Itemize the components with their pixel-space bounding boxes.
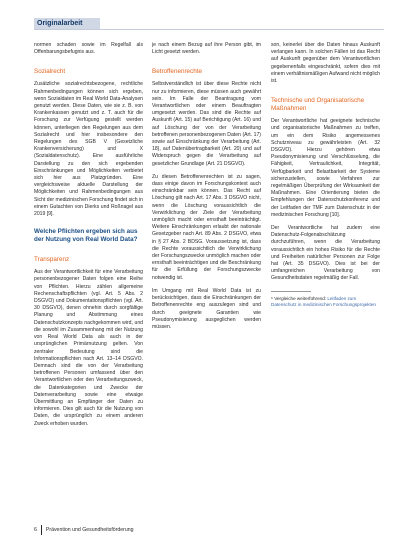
section-tag: Originalarbeit bbox=[34, 18, 100, 29]
section-heading-technische-massnahmen: Technische und Organisatorische Maßnahmen bbox=[271, 97, 365, 113]
page-footer bbox=[34, 525, 134, 535]
section-heading-sozialrecht: Sozialrecht bbox=[34, 68, 66, 76]
footnote-marker: ⁶ bbox=[271, 295, 273, 301]
footnote-text: Vergleiche weiterführend: bbox=[274, 295, 328, 301]
section-heading-betroffenenrechte: Betroffenenrechte bbox=[152, 68, 202, 76]
paragraph: son, keinerlei über die Daten hinaus Auskunft verlangen kann. In solchen Fällen ist das Recht auf Auskunft gegenüber dem Verantwortlichen gegebenenfalls eingeschränkt, sofern dies mit einem verhältnismäßigen Aufwand nicht möglich ist. bbox=[271, 42, 381, 85]
footnote-link[interactable]: Leitfaden zum Datenschutz in medizinischen Forschungsprojekten bbox=[271, 295, 376, 307]
paragraph: Der Verantwortliche hat geeignete technische und organisatorische Maßnahmen zu treffen, um ein dem Risiko angemessenes Schutzniveau zu gewährleisten (Art. 32 DSGVO). Hierzu gehören etwa Pseudonymisierung und Verschlüsselung, die Fähigkeit, Vertraulichkeit, Integrität, Verfügbarkeit und Belastbarkeit der Systeme sicherzustellen, sowie Verfahren zur regelmäßigen Überprüfung der Wirksamkeit der Maßnahmen. Eine Orientierung bieten die Empfehlungen der Datenschutzkonferenz und der Leitfaden der TMF zum Datenschutz in der medizinischen Forschung [10]. bbox=[271, 118, 380, 218]
paragraph: Der Verantwortliche hat zudem eine Datenschutz-Folgenabschätzung durchzuführen, wenn die Verarbeitung voraussichtlich ein hohes Risiko für die Rechte und Freiheiten natürlicher Personen zur Folge hat (Art. 35 DSGVO). Dies ist bei der umfangreichen Verarbeitung von Gesundheitsdaten regelmäßig der Fall. bbox=[271, 225, 380, 282]
header-divider bbox=[34, 29, 384, 30]
paragraph: Zu diesen Betroffenenrechten ist zu sagen, dass einige davon im Forschungskontext auch einschränkbar sein können. Das Recht auf Löschung gilt nach Art. 17 Abs. 3 DSGVO nicht, wenn die Löschung voraussichtlich die Verwirklichung der Ziele der Verarbeitung unmöglich macht oder ernsthaft beeinträchtigt. Weitere Einschränkungen erlaubt der nationale Gesetzgeber nach Art. 89 Abs. 2 DSGVO, etwa in § 27 Abs. 2 BDSG. Voraussetzung ist, dass die Rechte voraussichtlich die Verwirklichung der Forschungszwecke unmöglich machen oder ernsthaft beeinträchtigen und die Beschränkung für die Erfüllung der Forschungszwecke notwendig ist. bbox=[152, 173, 261, 281]
footnote bbox=[271, 296, 380, 308]
paragraph: Zusätzliche sozialrechtsbezogene, rechtliche Rahmenbedingungen können sich ergeben, wenn Sozialdaten im Real World Data-Analysen genutzt werden. Diese Daten, wie sie z. B. von Krankenkassen genutzt und z. T. auch für die Forschung zur Verfügung gestellt werden können, unterliegen den Regelungen aus dem Sozialrecht und hier insbesondere den Regelungen des SGB V (Gesetzliche Krankenversicherung) und X (Sozialdatenschutz). Eine ausführliche Darstellung zu den sich ergebenden Einschränkungen und Möglichkeiten verbietet sich hier aus Platzgründen. Eine vergleichsweise aktuelle Darstellung der Möglichkeiten und Rahmenbedingungen aus Sicht der medizinischen Forschung findet sich in einem Gutachten von Dierks und Roßnagel aus 2019 [9]. bbox=[34, 81, 144, 218]
footnote-divider bbox=[271, 291, 311, 292]
paragraph: Selbstverständlich ist über diese Rechte nicht nur zu informieren, diese müssen auch gewährt sein. Im Falle der Beantragung vom Verantwortlichen oder einem Beauftragten umgesetzt werden. Das sind die Rechte auf Auskunft (Art. 15) auf Berichtigung (Art. 16) und auf Löschung der von der Verarbeitung betroffenen personenbezogenen Daten (Art. 17) sowie auf Einschränkung der Verarbeitung (Art. 18), auf Datenübertragbarkeit (Art. 20) und auf Widerspruch gegen die Verarbeitung auf gesetzlicher Grundlage (Art. 21 DSGVO). bbox=[152, 81, 261, 167]
paragraph: je nach einem Bezug auf ihre Person gibt, im Licht gesetzt werden. bbox=[152, 42, 261, 56]
column-middle bbox=[152, 42, 261, 337]
column-left bbox=[34, 42, 143, 434]
paragraph: normen schaden sowie im Regelfall als Offenbarungsbefugnis aus. bbox=[34, 42, 143, 56]
column-right bbox=[271, 42, 380, 308]
section-heading-transparenz: Transparenz bbox=[34, 256, 70, 264]
question-heading: Welche Pflichten ergeben sich aus der Nutzung von Real World Data? bbox=[34, 228, 138, 244]
paragraph: Aus der Verantwortlichkeit für eine Verarbeitung personenbezogener Daten folgen eine Reihe von Pflichten. Hierzu zählen allgemeine Rechenschaftspflichten (vgl. Art. 5 Abs. 2 DSGVO) und Dokumentationspflichten (vgl. Art. 30 DSGVO), denen ohnehin durch sorgfältige Planung und Abstimmung eines Datenschutzkonzepts nachgekommen wird, und die sowohl im Zusammenhang mit der Nutzung von Real World Data als auch in der ursprünglichen Primärnutzung gelten. Von zentraler Bedeutung sind die Informationspflichten nach Art. 13–14 DSGVO. Demnach sind die von der Verarbeitung betroffenen Personen umfassend über den Verantwortlichen oder den Verarbeitungszweck, die Datenkategorien und Zwecke der Datenverarbeitung sowie eine etwaige Übermittlung an Empfänger der Daten zu informieren. Dies gilt auch für die Nutzung von Daten, die ursprünglich zu einem anderen Zweck erhoben wurden. bbox=[34, 269, 143, 427]
journal-name: Prävention und Gesundheitsförderung bbox=[45, 527, 134, 533]
page-number: 6 bbox=[34, 525, 42, 535]
paragraph: Im Umgang mit Real World Data ist zu berücksichtigen, dass die Einschränkungen der Betroffenenrechte eng auszulegen sind und durch geeignete Garantien wie Pseudonymisierung ausgeglichen werden müssen. bbox=[152, 287, 261, 330]
